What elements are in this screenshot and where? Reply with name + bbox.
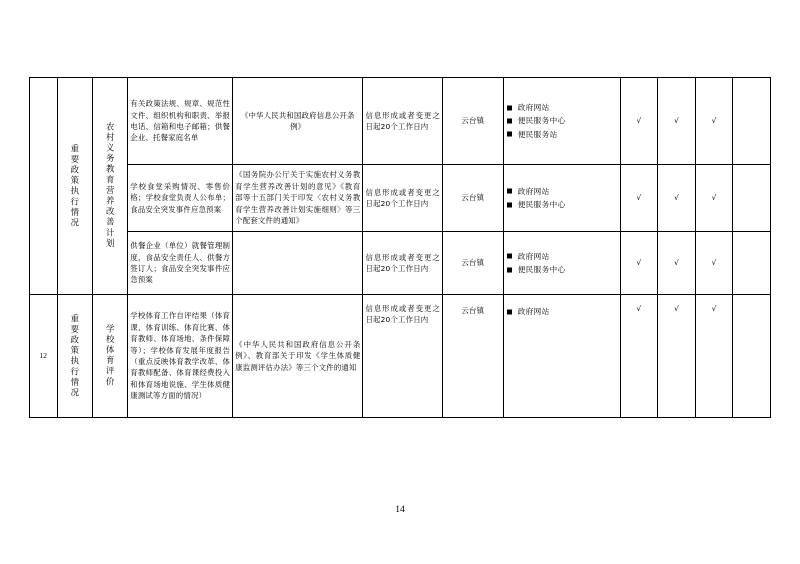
square-bullet-icon [507, 309, 512, 314]
channel-label: 便民服务中心 [517, 116, 566, 126]
channel-item [506, 305, 618, 318]
row-basis-cell [233, 232, 363, 295]
row-check-3: √ [695, 78, 733, 165]
channel-label: 政府网站 [517, 307, 550, 316]
row-basis-cell: 《中华人民共和国政府信息公开条例》、教育部关于印发《学生体质健康监测评估办法》等三个文件的通知 [233, 295, 363, 418]
channel-list [506, 305, 618, 318]
row-index-cell [30, 78, 58, 295]
row-check-2: √ [658, 232, 696, 295]
row-limit-cell: 信息形成或者变更之日起20个工作日内 [363, 165, 443, 232]
row-subject-cell: 云台镇 [442, 295, 503, 418]
row-item-label: 学校体育评价 [105, 324, 116, 388]
row-category-cell [57, 295, 92, 418]
row-limit-cell: 信息形成或者变更之日起20个工作日内 [363, 295, 443, 418]
channel-item [506, 250, 618, 263]
disclosure-table [29, 77, 771, 418]
square-bullet-icon [507, 132, 512, 137]
row-check-1: √ [620, 232, 658, 295]
row-check-2: √ [658, 78, 696, 165]
row-subject-cell: 云台镇 [442, 78, 503, 165]
channel-label: 便民服务站 [517, 129, 558, 139]
channel-item [506, 185, 618, 198]
square-bullet-icon [507, 202, 512, 207]
row-limit-cell: 信息形成或者变更之日起20个工作日内 [363, 78, 443, 165]
square-bullet-icon [507, 189, 512, 194]
square-bullet-icon [507, 105, 512, 110]
row-check-1: √ [620, 165, 658, 232]
channel-item [506, 198, 618, 211]
row-category-cell [57, 78, 92, 295]
row-content-cell: 有关政策法规、规章、规范性文件、组织机构和职责、举报电话、信箱和电子邮箱；供餐企业、托餐家庭名单 [128, 78, 233, 165]
channel-item [506, 114, 618, 127]
row-channel-cell [503, 165, 620, 232]
row-check-3: √ [695, 165, 733, 232]
channel-label: 政府网站 [517, 251, 550, 261]
channel-item [506, 101, 618, 114]
row-basis-cell: 《中华人民共和国政府信息公开条例》 [233, 78, 363, 165]
disclosure-table-wrapper [29, 77, 771, 418]
channel-label: 便民服务中心 [517, 200, 566, 209]
row-category-label: 重要政策执行情况 [69, 313, 80, 399]
channel-label: 便民服务中心 [517, 265, 566, 274]
channel-label: 政府网站 [517, 103, 550, 113]
row-item-cell [92, 295, 127, 418]
row-check-4 [733, 78, 771, 165]
row-content-cell: 学校食堂采购情况、零售价格；学校食堂负责人公布单；食品安全突发事件应急预案 [128, 165, 233, 232]
row-basis-cell: 《国务院办公厅关于实施农村义务教育学生营养改善计划的意见》《教育部等十五部门关于印发〈农村义务教育学生营养改善计划实施细则〉等三个配套文件的通知》 [233, 165, 363, 232]
row-limit-cell: 信息形成或者变更之日起20个工作日内 [363, 232, 443, 295]
row-check-3: √ [695, 295, 733, 418]
row-index-cell: 12 [30, 295, 58, 418]
table-row [30, 78, 771, 165]
row-channel-cell [503, 295, 620, 418]
row-check-4 [733, 165, 771, 232]
row-content-cell: 供餐企业（单位）就餐管理制度，食品安全责任人、供餐方签订人；食品安全突发事件应急预案 [128, 232, 233, 295]
channel-label: 政府网站 [517, 186, 550, 196]
table-row [30, 232, 771, 295]
row-item-label: 农村义务教育营养改善计划 [105, 122, 116, 250]
row-check-3: √ [695, 232, 733, 295]
row-check-4 [733, 232, 771, 295]
channel-list [506, 185, 618, 212]
row-subject-cell: 云台镇 [442, 232, 503, 295]
row-content-cell: 学校体育工作自评结果（体育课、体育训练、体育比赛、体育教师、体育场地、条件保障等）；学校体育发展年度报告（重点反映体育教学改革、体育教师配备、体育课经费投入和体育场地说施、学生体质健康测试等方面的情况） [128, 295, 233, 418]
square-bullet-icon [507, 267, 512, 272]
row-channel-cell [503, 78, 620, 165]
row-subject-cell: 云台镇 [442, 165, 503, 232]
square-bullet-icon [507, 119, 512, 124]
row-check-2: √ [658, 295, 696, 418]
row-check-2: √ [658, 165, 696, 232]
channel-item [506, 128, 618, 141]
channel-list [506, 250, 618, 277]
square-bullet-icon [507, 254, 512, 259]
row-item-cell [92, 78, 127, 295]
row-check-4 [733, 295, 771, 418]
channel-list [506, 101, 618, 141]
table-row [30, 295, 771, 418]
row-channel-cell [503, 232, 620, 295]
row-check-1: √ [620, 295, 658, 418]
table-row [30, 165, 771, 232]
row-category-label: 重要政策执行情况 [69, 143, 80, 229]
channel-item [506, 263, 618, 276]
page-number: 14 [395, 505, 405, 515]
row-check-1: √ [620, 78, 658, 165]
